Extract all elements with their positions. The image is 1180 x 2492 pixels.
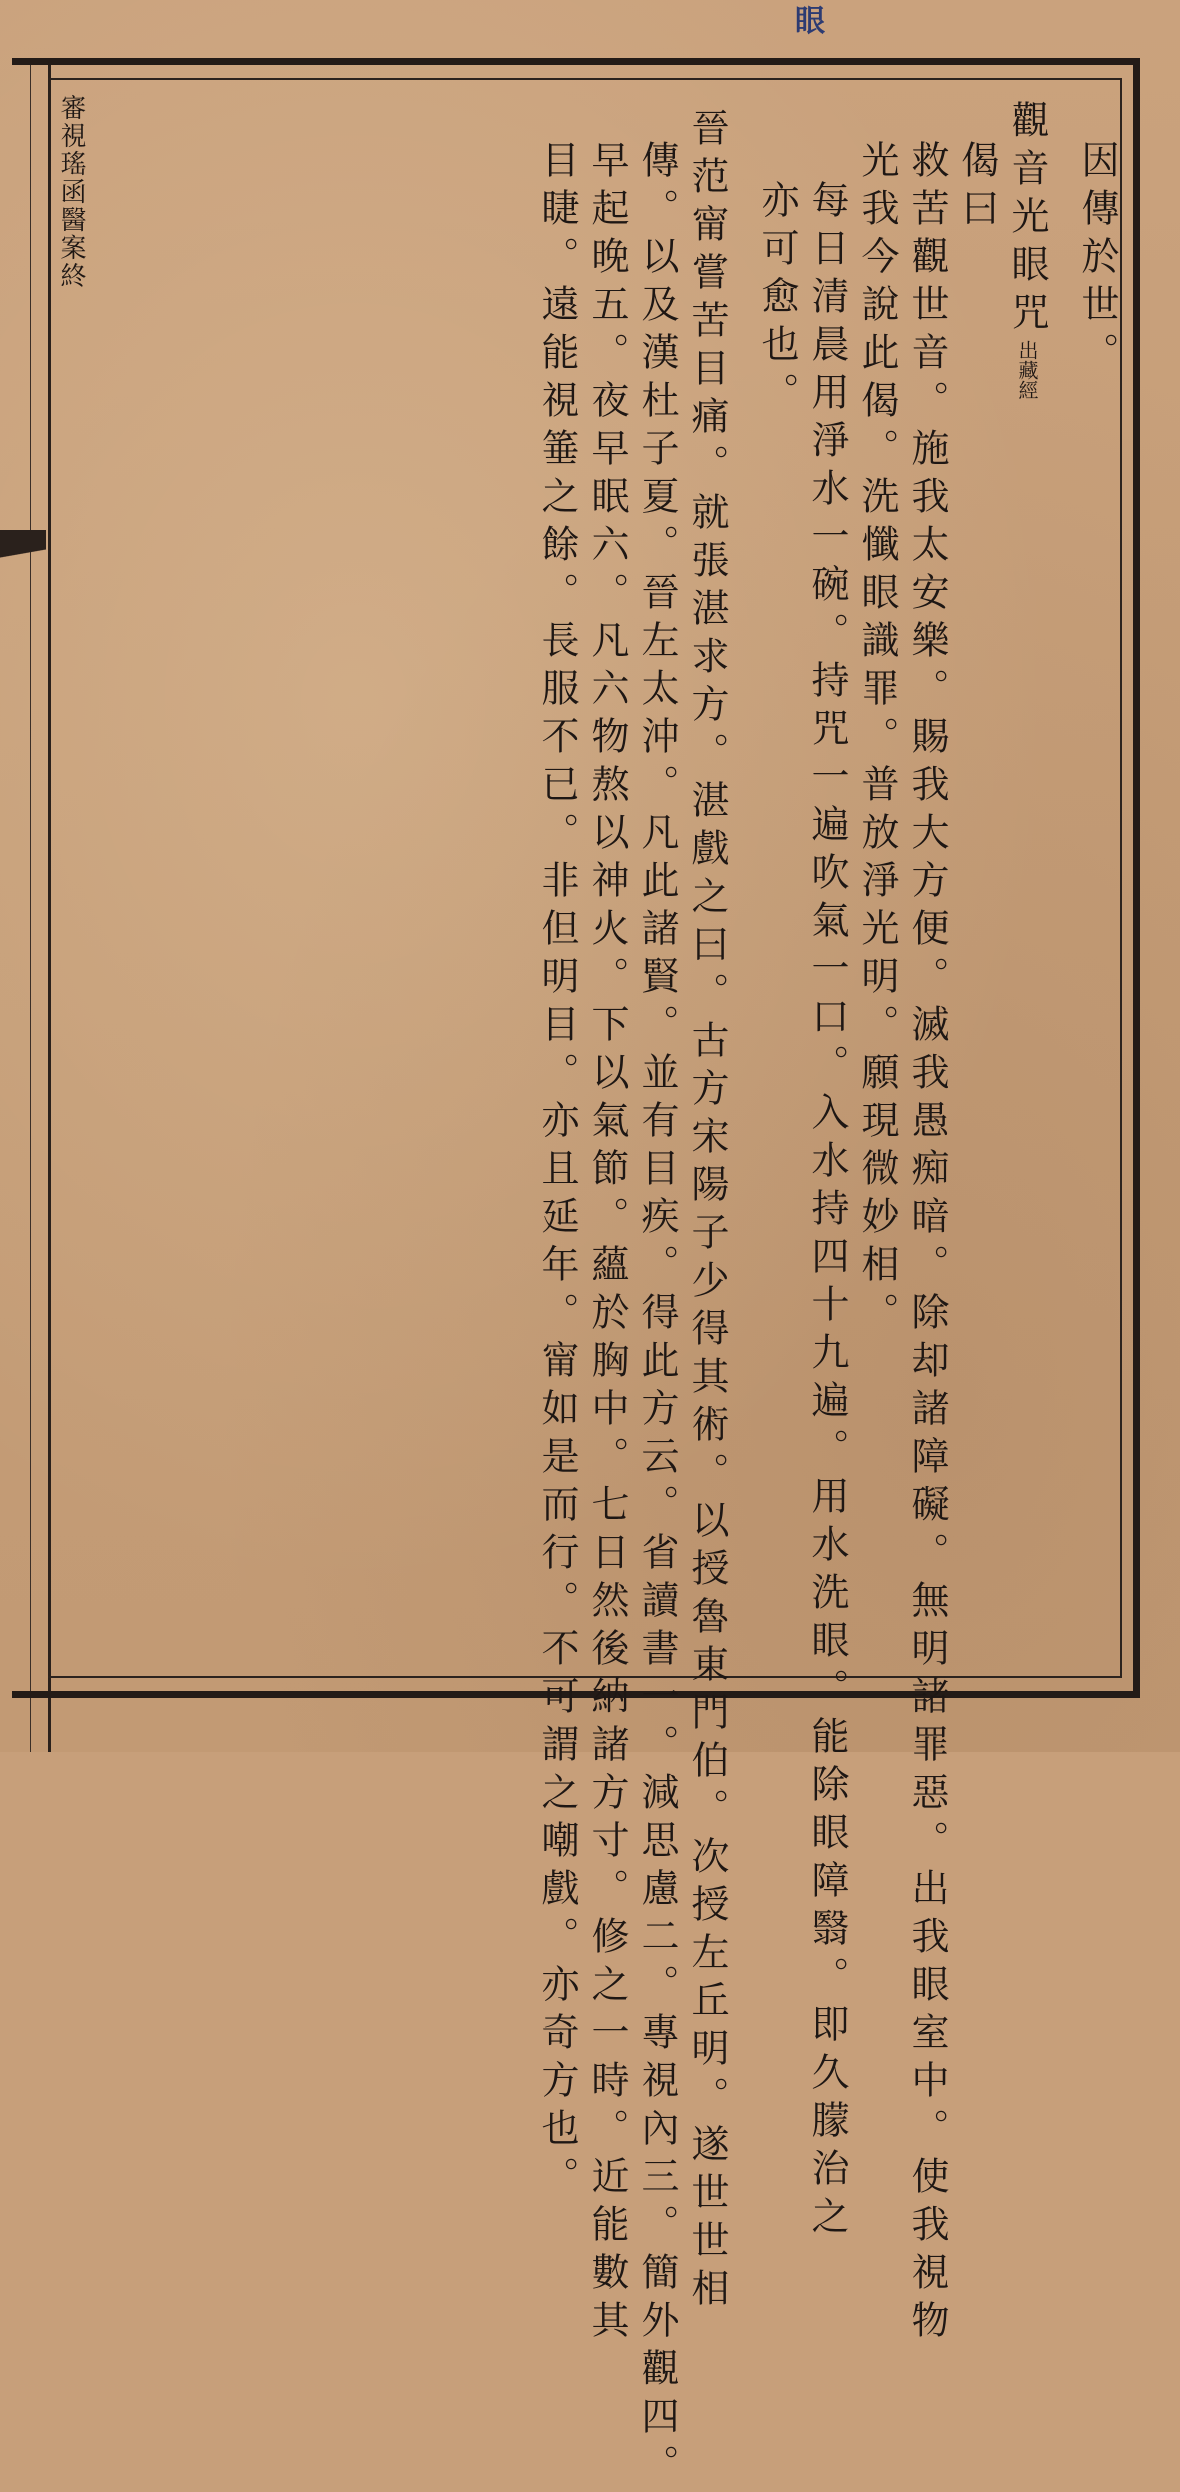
text-column-10: 早起晚五。夜早眠六。凡六物熬以神火。下以氣節。蘊於胸中。七日然後納諸方寸。修之一時。近能數其 <box>585 140 629 2348</box>
text-column-4: 救苦觀世音。施我太安樂。賜我大方便。滅我愚痴暗。除却諸障礙。無明諸罪惡。出我眼室中。使我視物 <box>905 140 949 2348</box>
text-column-closing: 審視瑤函醫案終 <box>56 94 86 290</box>
text-column-1: 因傳於世。 <box>1075 140 1119 380</box>
text-column-6: 每日清晨用淨水一碗。持咒一遍吹氣一口。入水持四十九遍。用水洗眼。能除眼障翳。即久朦治之 <box>805 180 849 2244</box>
text-column-9: 傳。以及漢杜子夏。晉左太沖。凡此諸賢。並有目疾。得此方云。省讀書一。減思慮二。專視內三。簡外觀四。 <box>635 140 679 2492</box>
source-note: 出藏經 <box>1015 340 1039 400</box>
text-column-5: 光我今說此偈。洗懺眼識罪。普放淨光明。願現微妙相。 <box>855 140 899 1340</box>
text-column-3: 偈曰 <box>955 140 999 236</box>
text-column-8: 晉范甯嘗苦目痛。就張湛求方。湛戲之曰。古方宋陽子少得其術。以授魯東門伯。次授左丘明。遂世世相 <box>685 108 729 2316</box>
blue-stamp-character: 眼 <box>795 4 827 39</box>
text-column-2-title <box>1005 100 1049 400</box>
text-column-11: 目睫。遠能視箠之餘。長服不已。非但明目。亦且延年。甯如是而行。不可謂之嘲戲。亦奇方也。 <box>535 140 579 2204</box>
text-column-7: 亦可愈也。 <box>755 180 799 420</box>
sutra-title: 觀音光眼咒 <box>1005 100 1049 340</box>
